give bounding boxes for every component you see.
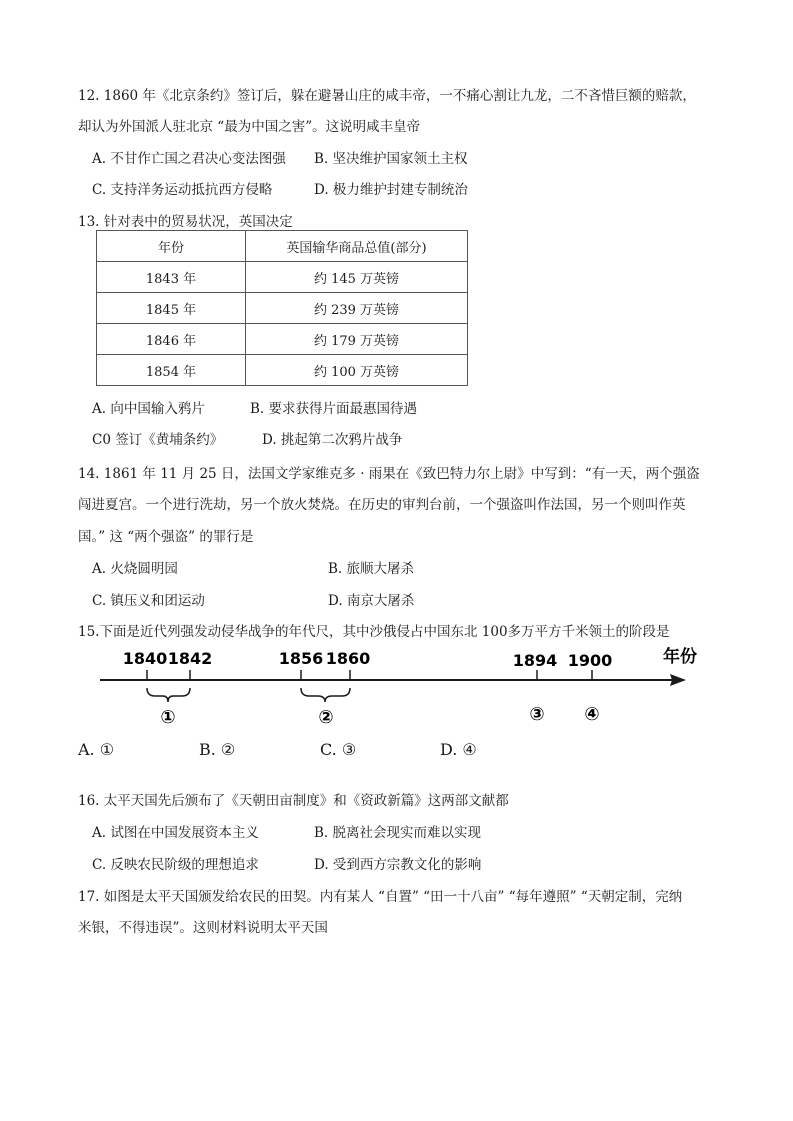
- stage-label: ③: [529, 704, 545, 725]
- table-cell-year: 1843 年: [97, 262, 246, 293]
- q16-option-b: B. 脱离社会现实而难以实现: [314, 825, 482, 841]
- year-label: 1856: [278, 649, 324, 668]
- table-cell-year: 1845 年: [97, 293, 246, 324]
- table-header-value: 英国输华商品总值(部分): [246, 231, 468, 262]
- year-label: 1894: [512, 651, 558, 670]
- q17-stem-line2: 米银，不得违误”。这则材料说明太平天国: [78, 920, 328, 936]
- table-header-row: [97, 231, 468, 262]
- table-cell-value: 约 100 万英镑: [246, 355, 468, 386]
- table-row: [97, 293, 468, 324]
- q12-option-d: D. 极力维护封建专制统治: [314, 182, 468, 198]
- q13-option-a: A. 向中国输入鸦片: [92, 401, 205, 417]
- q12-stem-line2: 却认为外国派人驻北京 “最为中国之害”。这说明咸丰皇帝: [78, 119, 421, 135]
- q15-option-b: B. ②: [199, 740, 236, 759]
- axis-label: 年份: [663, 647, 697, 667]
- brace-stage-1: [147, 688, 190, 702]
- year-label: 1840: [122, 649, 168, 668]
- stage-label: ④: [584, 704, 600, 725]
- q14-stem-line2: 闯进夏宫。一个进行洗劫，另一个放火焚烧。在历史的审判台前，一个强盗叫作法国，另一个则叫作英: [78, 497, 686, 513]
- stage-label: ①: [160, 707, 176, 728]
- table-row: [97, 355, 468, 386]
- table-cell-value: 约 239 万英镑: [246, 293, 468, 324]
- brace-stage-2: [301, 688, 350, 702]
- q13-option-c: C0 签订《黄埔条约》: [92, 432, 224, 448]
- q12-option-b: B. 坚决维护国家领土主权: [314, 151, 468, 167]
- stage-label: ②: [318, 707, 334, 728]
- q14-option-a: A. 火烧圆明园: [92, 561, 178, 577]
- q16-option-a: A. 试图在中国发展资本主义: [92, 825, 259, 841]
- year-label: 1842: [167, 649, 213, 668]
- q13-option-d: D. 挑起第二次鸦片战争: [262, 432, 403, 448]
- timeline-arrow-icon: [670, 674, 686, 686]
- table-cell-value: 约 179 万英镑: [246, 324, 468, 355]
- table-cell-year: 1854 年: [97, 355, 246, 386]
- q16-stem: 16. 太平天国先后颁布了《天朝田亩制度》和《资政新篇》这两部文献都: [78, 793, 509, 809]
- q14-option-c: C. 镇压义和团运动: [92, 593, 205, 609]
- trade-table: [96, 230, 468, 386]
- table-row: [97, 262, 468, 293]
- q13-stem: 13. 针对表中的贸易状况，英国决定: [78, 214, 293, 230]
- q14-stem-line1: 14. 1861 年 11 月 25 日，法国文学家维克多 · 雨果在《致巴特力尔上尉》中写到：“有一天，两个强盗: [78, 466, 700, 482]
- q17-stem-line1: 17. 如图是太平天国颁发给农民的田契。内有某人 “自置” “田一十八亩” “每年遵照” “天朝定制，完纳: [78, 889, 683, 905]
- q16-option-c: C. 反映农民阶级的理想追求: [92, 857, 259, 873]
- q12-option-a: A. 不甘作亡国之君决心变法图强: [92, 151, 286, 167]
- table-cell-year: 1846 年: [97, 324, 246, 355]
- q13-option-b: B. 要求获得片面最惠国待遇: [250, 401, 418, 417]
- q12-stem-line1: 12. 1860 年《北京条约》签订后，躲在避暑山庄的咸丰帝，一不痛心割让九龙，二不吝惜巨额的赔款，: [78, 88, 696, 104]
- timeline-figure: [0, 640, 793, 730]
- q15-option-a: A. ①: [78, 740, 115, 759]
- q15-stem: 15.下面是近代列强发动侵华战争的年代尺，其中沙俄侵占中国东北 100多万平方千米领土的阶段是: [78, 624, 670, 640]
- q15-option-c: C. ③: [320, 740, 357, 759]
- table-header-year: 年份: [97, 231, 246, 262]
- q14-stem-line3: 国。” 这 “两个强盗” 的罪行是: [78, 529, 254, 545]
- q15-option-d: D. ④: [440, 740, 477, 759]
- year-label: 1860: [325, 649, 371, 668]
- q14-option-d: D. 南京大屠杀: [328, 593, 415, 609]
- table-cell-value: 约 145 万英镑: [246, 262, 468, 293]
- table-row: [97, 324, 468, 355]
- q14-option-b: B. 旅顺大屠杀: [328, 561, 415, 577]
- q12-option-c: C. 支持洋务运动抵抗西方侵略: [92, 182, 273, 198]
- year-label: 1900: [567, 651, 613, 670]
- q16-option-d: D. 受到西方宗教文化的影响: [314, 857, 482, 873]
